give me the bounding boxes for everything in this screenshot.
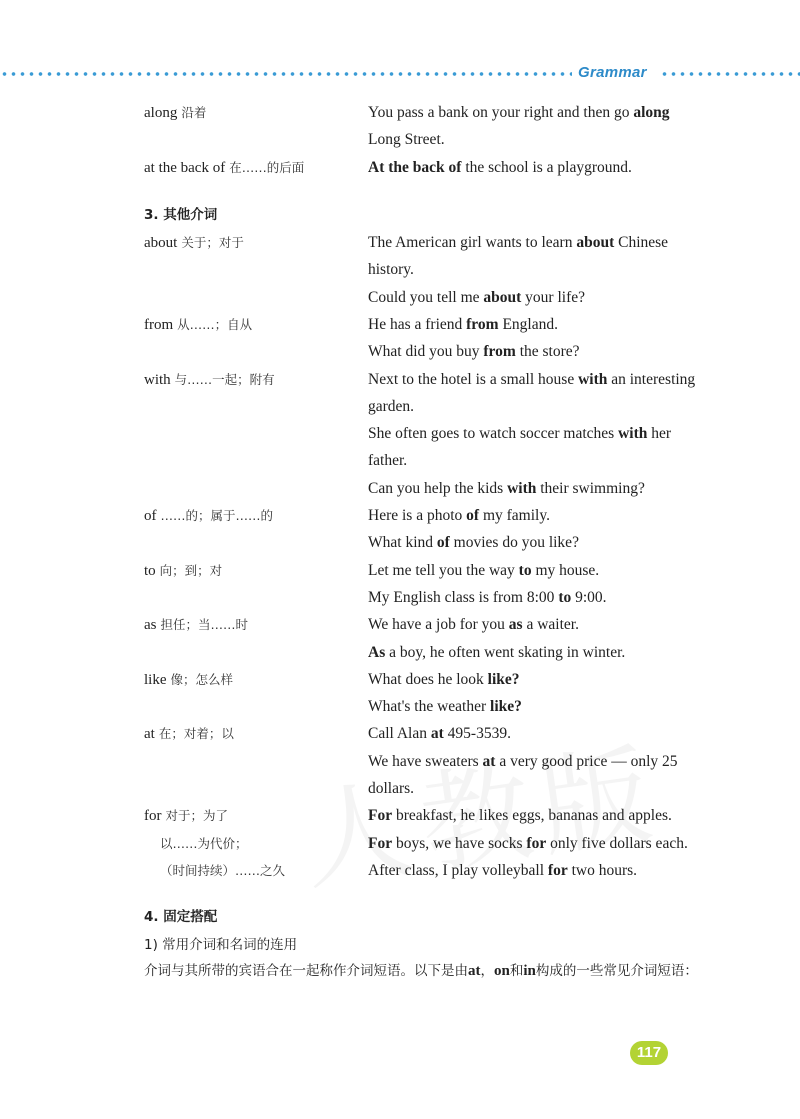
preposition-row — [0, 420, 800, 447]
term-chinese-meaning: 从……；自从 — [177, 316, 253, 332]
preposition-term — [144, 502, 273, 530]
section-4-paragraph — [120, 958, 720, 985]
example-sentence — [368, 126, 723, 153]
sentence-text: their swimming? — [536, 479, 645, 497]
example-sentence — [368, 338, 723, 365]
term-english: like — [144, 671, 167, 688]
sentence-text: You pass a bank on your right and then go — [368, 104, 634, 121]
preposition-row — [0, 393, 800, 420]
highlighted-preposition: like? — [490, 698, 522, 716]
example-sentence — [368, 311, 723, 338]
highlighted-preposition: about — [483, 288, 522, 306]
subsection-heading: 1) 常用介词和名词的连用 — [144, 937, 298, 953]
sentence-text: only five dollars each. — [546, 834, 688, 852]
section-4-heading: 4. 固定搭配 — [144, 909, 218, 925]
sentence-text: Chinese — [614, 234, 669, 251]
highlighted-preposition: at — [430, 725, 444, 743]
highlighted-preposition: of — [466, 507, 480, 524]
term-chinese-meaning: 担任；当……时 — [160, 617, 249, 633]
sentence-text: the store? — [515, 343, 580, 361]
example-sentence — [368, 611, 723, 638]
sentence-text: Could you tell me — [368, 288, 484, 306]
example-sentence — [368, 830, 723, 857]
preposition-row — [0, 611, 800, 638]
sentence-text: Next to the hotel is a small house — [368, 370, 579, 388]
sentence-text: father. — [368, 452, 408, 470]
example-sentence — [368, 529, 723, 556]
term-chinese-meaning: 关于；对于 — [181, 235, 244, 250]
sentence-text: My English class is from 8:00 — [368, 588, 559, 606]
sentence-text: my house. — [531, 561, 600, 579]
term-english: about — [144, 235, 178, 251]
term-english: along — [144, 105, 178, 121]
example-sentence — [368, 557, 723, 584]
term-chinese-meaning: 对于；为了 — [165, 808, 229, 824]
highlighted-preposition: like? — [487, 670, 520, 688]
term-english: at the back of — [144, 159, 226, 176]
preposition-row — [0, 639, 800, 666]
sentence-text: garden. — [368, 397, 415, 415]
para-keyword-at: at — [468, 963, 481, 979]
term-chinese-meaning: 在；对着；以 — [158, 726, 234, 742]
preposition-term — [144, 154, 304, 182]
para-text: 构成的一些常见介词短语： — [535, 963, 698, 979]
sentence-text: my family. — [479, 507, 550, 524]
term-chinese-meaning: ……的；属于……的 — [160, 508, 274, 523]
example-sentence — [368, 447, 723, 474]
sentence-text: Let me tell you the way — [368, 561, 519, 579]
example-sentence — [368, 693, 723, 720]
preposition-term — [144, 611, 248, 639]
sentence-text: breakfast, he likes eggs, bananas and apples. — [392, 807, 672, 825]
sentence-text: We have sweaters — [368, 752, 483, 770]
preposition-row — [0, 99, 800, 126]
term-chinese-meaning: 与……一起；附有 — [174, 371, 275, 387]
sentence-text: your life? — [521, 288, 585, 306]
example-sentence — [368, 284, 723, 311]
term-chinese-meaning: 向；到；对 — [159, 562, 223, 578]
sentence-text: her — [647, 425, 672, 443]
preposition-row — [0, 666, 800, 693]
preposition-row — [0, 502, 800, 529]
preposition-row — [0, 830, 800, 857]
example-sentence — [368, 229, 723, 256]
example-sentence — [368, 775, 723, 802]
term-english: at — [144, 726, 155, 743]
highlighted-preposition: with — [507, 479, 537, 497]
highlighted-preposition: about — [576, 234, 615, 251]
sentence-text: a boy, he often went skating in winter. — [385, 643, 626, 661]
example-sentence — [368, 420, 723, 447]
sentence-text: 495-3539. — [443, 725, 511, 743]
preposition-term — [144, 311, 252, 339]
sentence-text: After class, I play volleyball — [368, 861, 548, 879]
term-chinese-meaning: 在……的后面 — [229, 159, 305, 175]
sentence-text: What does he look — [368, 670, 488, 688]
highlighted-preposition: to — [518, 561, 532, 579]
para-text: 介词与其所带的宾语合在一起称作介词短语。以下是由 — [144, 963, 468, 979]
highlighted-preposition: For — [368, 834, 393, 852]
preposition-row — [0, 775, 800, 802]
highlighted-preposition: as — [508, 616, 523, 634]
highlighted-preposition: from — [483, 343, 516, 361]
highlighted-preposition: At the back of — [368, 158, 462, 176]
preposition-row — [0, 229, 800, 256]
sentence-text: What's the weather — [368, 698, 491, 716]
example-sentence — [368, 99, 723, 126]
term-chinese-meaning: 以……为代价； — [160, 835, 248, 851]
sentence-text: What did you buy — [368, 343, 484, 361]
preposition-row — [0, 154, 800, 181]
highlighted-preposition: along — [633, 104, 670, 121]
preposition-row — [0, 720, 800, 747]
highlighted-preposition: with — [578, 370, 608, 388]
sentence-text: She often goes to watch soccer matches — [368, 425, 619, 443]
example-sentence — [368, 475, 723, 502]
preposition-row — [0, 366, 800, 393]
preposition-row — [0, 126, 800, 153]
sentence-text: history. — [368, 261, 414, 279]
preposition-row — [0, 311, 800, 338]
preposition-term — [144, 229, 244, 257]
example-sentence — [368, 393, 723, 420]
sentence-text: a very good price — only 25 — [495, 752, 678, 770]
example-sentence — [368, 154, 723, 181]
sentence-text: Long Street. — [368, 131, 445, 149]
highlighted-preposition: As — [368, 643, 386, 661]
highlighted-preposition: of — [436, 534, 450, 552]
para-keyword-on: on — [494, 963, 510, 979]
sentence-text: the school is a playground. — [461, 158, 632, 176]
preposition-term — [144, 666, 233, 694]
sentence-text: boys, we have socks — [392, 834, 527, 852]
example-sentence — [368, 502, 723, 529]
preposition-row — [0, 557, 800, 584]
highlighted-preposition: with — [618, 425, 648, 443]
highlighted-preposition: at — [482, 752, 496, 770]
preposition-row — [0, 284, 800, 311]
highlighted-preposition: For — [368, 807, 393, 825]
term-english: of — [144, 508, 157, 524]
term-chinese-meaning: 像；怎么样 — [170, 671, 234, 687]
preposition-row — [0, 475, 800, 502]
preposition-term — [144, 720, 234, 748]
para-text: 和 — [509, 963, 524, 979]
preposition-term — [144, 802, 228, 830]
example-sentence — [368, 366, 723, 393]
header-dotted-rule — [0, 71, 572, 77]
sentence-text: The American girl wants to learn — [368, 234, 577, 251]
example-sentence — [368, 857, 723, 884]
sentence-text: an interesting — [607, 370, 696, 388]
term-english: with — [144, 371, 171, 388]
sentence-text: two hours. — [567, 861, 638, 879]
page-header — [0, 62, 800, 86]
sentence-text: What kind — [368, 534, 437, 552]
sentence-text: England. — [498, 315, 558, 333]
preposition-row — [0, 857, 800, 884]
highlighted-preposition: for — [526, 834, 547, 852]
example-sentence — [368, 720, 723, 747]
term-chinese-meaning: 沿着 — [181, 105, 207, 120]
example-sentence — [368, 584, 723, 611]
sentence-text: Can you help the kids — [368, 479, 508, 497]
term-english: as — [144, 617, 157, 634]
highlighted-preposition: from — [466, 315, 499, 333]
preposition-row — [0, 447, 800, 474]
preposition-term — [144, 557, 222, 585]
para-keyword-in: in — [523, 963, 536, 979]
example-sentence — [368, 748, 723, 775]
preposition-row — [0, 338, 800, 365]
preposition-term — [144, 366, 275, 394]
example-sentence — [368, 256, 723, 283]
section-3-heading: 3. 其他介词 — [144, 207, 218, 223]
preposition-row — [0, 529, 800, 556]
example-sentence — [368, 802, 723, 829]
preposition-row — [0, 256, 800, 283]
header-title: Grammar — [578, 64, 647, 81]
highlighted-preposition: for — [547, 861, 568, 879]
sentence-text: Call Alan — [368, 725, 431, 743]
sentence-text: dollars. — [368, 780, 415, 797]
preposition-term — [144, 99, 206, 127]
sentence-text: a waiter. — [522, 616, 579, 634]
highlighted-preposition: to — [558, 588, 572, 606]
sentence-text: movies do you like? — [449, 534, 579, 552]
sentence-text: Here is a photo — [368, 507, 467, 524]
example-sentence — [368, 666, 723, 693]
term-chinese-meaning: （时间持续）……之久 — [160, 862, 286, 878]
sentence-text: We have a job for you — [368, 616, 509, 634]
example-sentence — [368, 639, 723, 666]
term-english: from — [144, 316, 174, 333]
preposition-row — [0, 584, 800, 611]
sentence-text: He has a friend — [368, 315, 467, 333]
header-dotted-rule-right — [660, 71, 800, 77]
para-text: ， — [480, 963, 494, 979]
preposition-row — [0, 693, 800, 720]
term-english: for — [144, 808, 162, 825]
preposition-row — [0, 748, 800, 775]
preposition-row — [0, 802, 800, 829]
preposition-term — [160, 830, 248, 857]
term-english: to — [144, 562, 156, 579]
page-number: 117 — [630, 1041, 668, 1065]
sentence-text: 9:00. — [571, 588, 607, 606]
preposition-term — [160, 857, 285, 884]
